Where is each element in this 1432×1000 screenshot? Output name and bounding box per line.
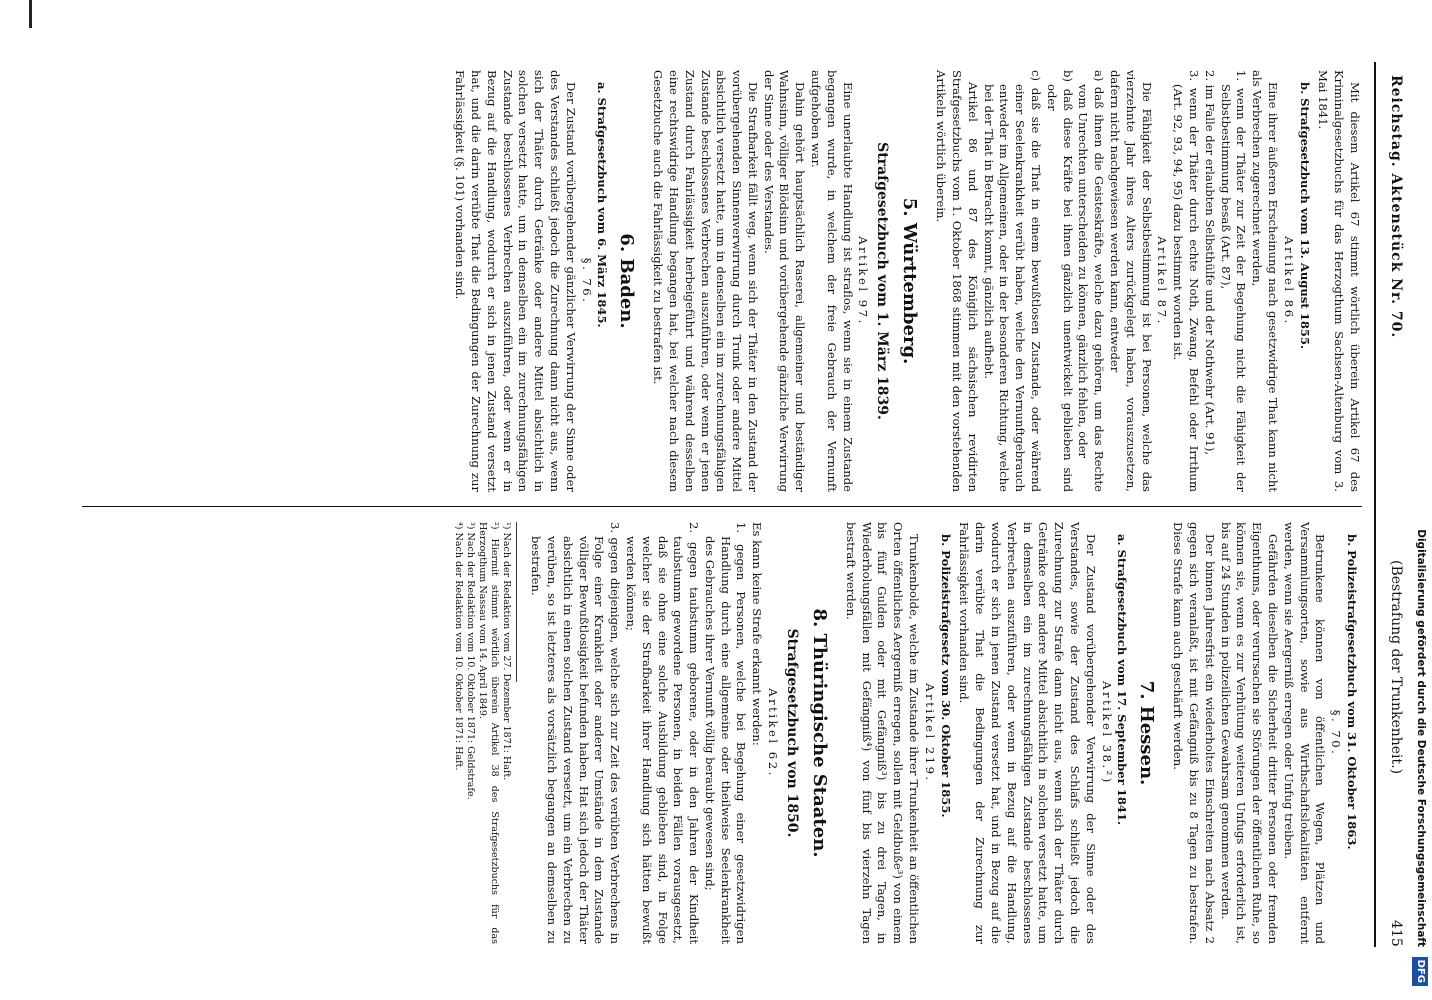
dfg-logo: DFG bbox=[1412, 957, 1428, 986]
column-divider bbox=[82, 506, 1362, 507]
right-column-statesub: Strafgesetzbuch von 1850. bbox=[784, 628, 801, 838]
left-column-paragraph: Eine unerlaubte Handlung ist straflos, wenn sie in einem Zustande begangen wurde, in welchem der freie Gebrauch der Vernunft aufgehoben war. bbox=[809, 70, 855, 492]
left-column-paragraph: Die Strafbarkeit fällt weg, wenn sich der Thäter in den Zustand der vorübergehenden Sinnenverwirrung durch Trunk oder andere Mittel absichtlich versetzt hatte, um in denselben ein im zurechnungsfähigen Zustande beschlossenes Verbrechen auszuführen, oder wenn er jenen Zustand durch Fahrlässigkeit herbeigeführt und während desselben eine rechtswidrige Handlung begangen hat, bei welcher nach diesem Gesetzbuche auch die Fahrlässigkeit zu bestrafen ist. bbox=[651, 70, 760, 492]
left-column-item: 3. wenn der Thäter durch echte Noth, Zwang, Befehl oder Irrthum (Art. 92, 93, 94, 95) dazu bestimmt worden ist. bbox=[1171, 70, 1202, 492]
header-rule bbox=[1374, 62, 1376, 947]
right-column-paragraph: Der binnen Jahresfrist ein wiederholtes Einschreiten nach Absatz 2 gegen sich veranlaßt, ist mit Gefängniß bis zu 8 Tagen zu bestrafen. Diese Strafe kann auch geschärft werden. bbox=[1171, 522, 1217, 944]
running-head-left: Reichstag. Aktenstück Nr. 70. bbox=[1388, 75, 1404, 339]
left-column-paragraph: Artikel 86 und 87 des Königlich sächsischen revidirten Strafgesetzbuchs vom 1. Oktober 1868 stimmen mit den vorstehenden Artikeln wörtlich überein. bbox=[934, 70, 980, 492]
left-column-paragraph: Dahin gehört hauptsächlich Raserei, allgemeiner und beständiger Wahnsinn, völliger Blödsinn und vorübergehende gänzliche Verwirrung der Sinne oder des Verstandes. bbox=[761, 70, 808, 492]
right-column-law: b. Polizeistrafgesetz vom 30. Oktober 1855. bbox=[938, 534, 953, 818]
left-column-center: §. 76. bbox=[579, 257, 594, 305]
right-column-law: b. Polizeistrafgesetzbuch vom 31. Oktober 1863. bbox=[1345, 534, 1359, 850]
sidebar-credit bbox=[1409, 0, 1432, 1000]
right-column-state: 7. Hessen. bbox=[1136, 680, 1158, 786]
left-column-center: Artikel 87. bbox=[1155, 236, 1170, 326]
left-column-sub: c) daß sie die That in einem bewußtlosen Zustande, oder während einer Seelenkrankheit verübt haben, welche den Vernunftgebrauch entweder im Allgemeinen, oder in der besonderen Richtung, welche bei der That in Betracht kommt, gänzlich aufhebt. bbox=[981, 70, 1044, 492]
left-column-paragraph: Mit diesem Artikel 67 stimmt wörtlich überein Artikel 67 des Kriminalgesetzbuchs für das Herzogthum Sachsen-Altenburg vom 3. Mai 1841. bbox=[1316, 70, 1362, 492]
page-number: 415 bbox=[1388, 920, 1404, 947]
left-column-sub: b) daß diese Kräfte bei ihnen gänzlich unentwickelt geblieben sind oder bbox=[1044, 70, 1075, 492]
left-column-center: Artikel 97. bbox=[856, 236, 871, 326]
left-column-paragraph: Eine ihrer äußeren Erscheinung nach gesetzwidrige That kann nicht als Verbrechen zugerechnet werden, bbox=[1250, 70, 1281, 492]
footnotes bbox=[452, 522, 512, 944]
footnote: ⁴) Nach der Redaktion vom 10. Oktober 1871: Haft. bbox=[453, 522, 465, 771]
left-column-center: Artikel 86. bbox=[1281, 236, 1296, 326]
left-column-statesub: Strafgesetzbuch vom 1. März 1839. bbox=[874, 142, 891, 420]
left-column-law: b. Strafgesetzbuch vom 13. August 1855. bbox=[1297, 82, 1312, 350]
right-column-paragraph: Gefährden dieselben die Sicherheit dritter Personen oder fremden Eigenthums, oder verursachen sie Störungen der öffentlichen Ruhe, so können sie, wenn es zur Verhütung weiteren Unfugs erforderlich ist, bis auf 24 Stunden in polizeilichen Gewahrsam genommen werden. bbox=[1218, 522, 1281, 944]
right-column-state: 8. Thüringische Staaten. bbox=[809, 608, 831, 858]
left-column bbox=[451, 70, 1362, 492]
scan-corner-mark bbox=[29, 0, 32, 28]
right-column-item: 1. gegen Personen, welche bei Begehung einer gesetzwidrigen Handlung durch eine allgemeine oder theilweise Seelenkrankheit des Gebrauches ihrer Vernunft völlig beraubt gewesen sind; bbox=[702, 522, 749, 944]
right-column-center: Artikel 62. bbox=[766, 688, 781, 778]
footnote: ³) Nach der Redaktion vom 10. Oktober 1871: Geldstrafe. bbox=[465, 522, 477, 800]
right-column-paragraph: Der Zustand vorübergehender Verwirrung der Sinne oder des Verstandes, sowie der Zustand des Schlafs schließt jedoch die Zurechnung zur Strafe dann nicht aus, wenn sich der Thäter durch Getränke oder andere Mittel absichtlich in solchen versetzt hatte, um in demselben ein im zurechnungsfähigen Zustande beschlossenes Verbrechen auszuführen, oder wenn in Bezug auf die Handlung, wodurch er sich in jenen Zustand versetzt hat, und in Bezug auf die darin verübte That die Bedingungen der Zurechnung zur Fahrlässigkeit vorhanden sind. bbox=[957, 522, 1098, 944]
running-head-title: (Bestrafung der Trunkenheit.) bbox=[1388, 560, 1404, 775]
right-column-item: 3. gegen diejenigen, welche sich zur Zeit des verübten Verbrechens in Folge einer Krankheit oder anderer Umstände in dem Zustande völliger Bewußtlosigkeit befunden haben. Hat sich jedoch der Thäter absichtlich in einen solchen Zustand versetzt, um ein Verbrechen zu verüben, so ist letzteres als vorsätzlich begangen an demselben zu bestrafen. bbox=[529, 522, 623, 944]
digitization-sidebar bbox=[1409, 0, 1432, 1000]
left-column-state: 5. Württemberg. bbox=[899, 197, 921, 365]
right-column-paragraph: Betrunkene können von öffentlichen Wegen, Plätzen und Versammlungsorten, sowie aus Wirthschaftslokalitäten entfernt werden, wenn sie Aergerniß erregen oder Unfug treiben. bbox=[1281, 522, 1328, 944]
right-column-item: 2. gegen taubstumm geborene, oder in den Jahren der Kindheit taubstumm gewordene Personen, in beiden Fällen vorausgesetzt, daß sie ohne eine solche Ausbildung geblieben sind, in Folge welcher sie der Strafbarkeit ihrer Handlung sich hätten bewußt werden können; bbox=[623, 522, 702, 944]
left-column-item: 1. wenn der Thäter zur Zeit der Begehung nicht die Fähigkeit der Selbstbestimmung besaß (Art. 87), bbox=[1218, 70, 1249, 492]
sidebar-credit-text: Digitalisierung gefördert durch die Deutsche Forschungsgemeinschaft bbox=[1415, 529, 1427, 947]
left-column-law: a. Strafgesetzbuch vom 6. März 1845. bbox=[595, 82, 610, 328]
right-column-paragraph: Trunkenbolde, welche im Zustande ihrer Trunkenheit an öffentlichen Orten öffentliches Aergerniß erregen, sollen mit Geldbuße³) von einem bis fünf Gulden oder mit Gefängniß³) bis zu drei Tagen, in Wiederholungsfällen mit Gefängniß⁴) von fünf bis vierzehn Tagen bestraft werden. bbox=[843, 522, 922, 944]
right-column-law: a. Strafgesetzbuch vom 17. September 1841. bbox=[1115, 534, 1130, 826]
right-column-center: Artikel 219. bbox=[922, 683, 937, 783]
left-column-sub: a) daß ihnen die Geisteskräfte, welche dazu gehören, um das Rechte vom Unrechten unterscheiden zu können, gänzlich fehlen, oder bbox=[1076, 70, 1107, 492]
footnote-rule bbox=[516, 522, 517, 682]
right-column-body bbox=[527, 522, 1359, 944]
right-column-center: §. 70. bbox=[1329, 709, 1344, 757]
footnote: ²) Hiermit stimmt wörtlich überein Artikel 38 des Strafgesetzbuchs für das Herzogthum Nassau vom 14. April 1849. bbox=[477, 522, 501, 944]
left-column-state: 6. Baden. bbox=[616, 233, 638, 329]
left-column-paragraph: Der Zustand vorübergehender gänzlicher Verwirrung der Sinne oder des Verstandes schließt jedoch die Zurechnung dann nicht aus, wenn sich der Thäter durch Getränke oder andere Mittel absichtlich in solchen versetzt hatte, um in demselben ein im zurechnungsfähigen Zustande beschlossenes Verbrechen auszuführen, oder wenn er in Bezug auf die Handlung, wodurch er sich in jenen Zustand versetzt hat, und die darin verübte That die Bedingungen der Zurechnung zur Fahrlässigkeit (§. 101) vorhanden sind. bbox=[453, 70, 578, 492]
left-column-item: 2. im Falle der erlaubten Selbsthülfe und der Nothwehr (Art. 91), bbox=[1202, 70, 1217, 456]
left-column-paragraph: Die Fähigkeit der Selbstbestimmung ist bei Personen, welche das vierzehnte Jahr ihres Alters zurückgelegt haben, vorauszusetzen, dafern nicht nachgewiesen werden kann, entweder bbox=[1108, 70, 1154, 492]
right-column-center: Artikel 38.²) bbox=[1099, 681, 1114, 785]
footnote: ¹) Nach der Redaktion vom 27. Dezember 1871: Haft. bbox=[501, 522, 513, 781]
right-column bbox=[452, 522, 1362, 944]
right-column-noind: Es kann keine Strafe erkannt werden: bbox=[750, 522, 765, 746]
